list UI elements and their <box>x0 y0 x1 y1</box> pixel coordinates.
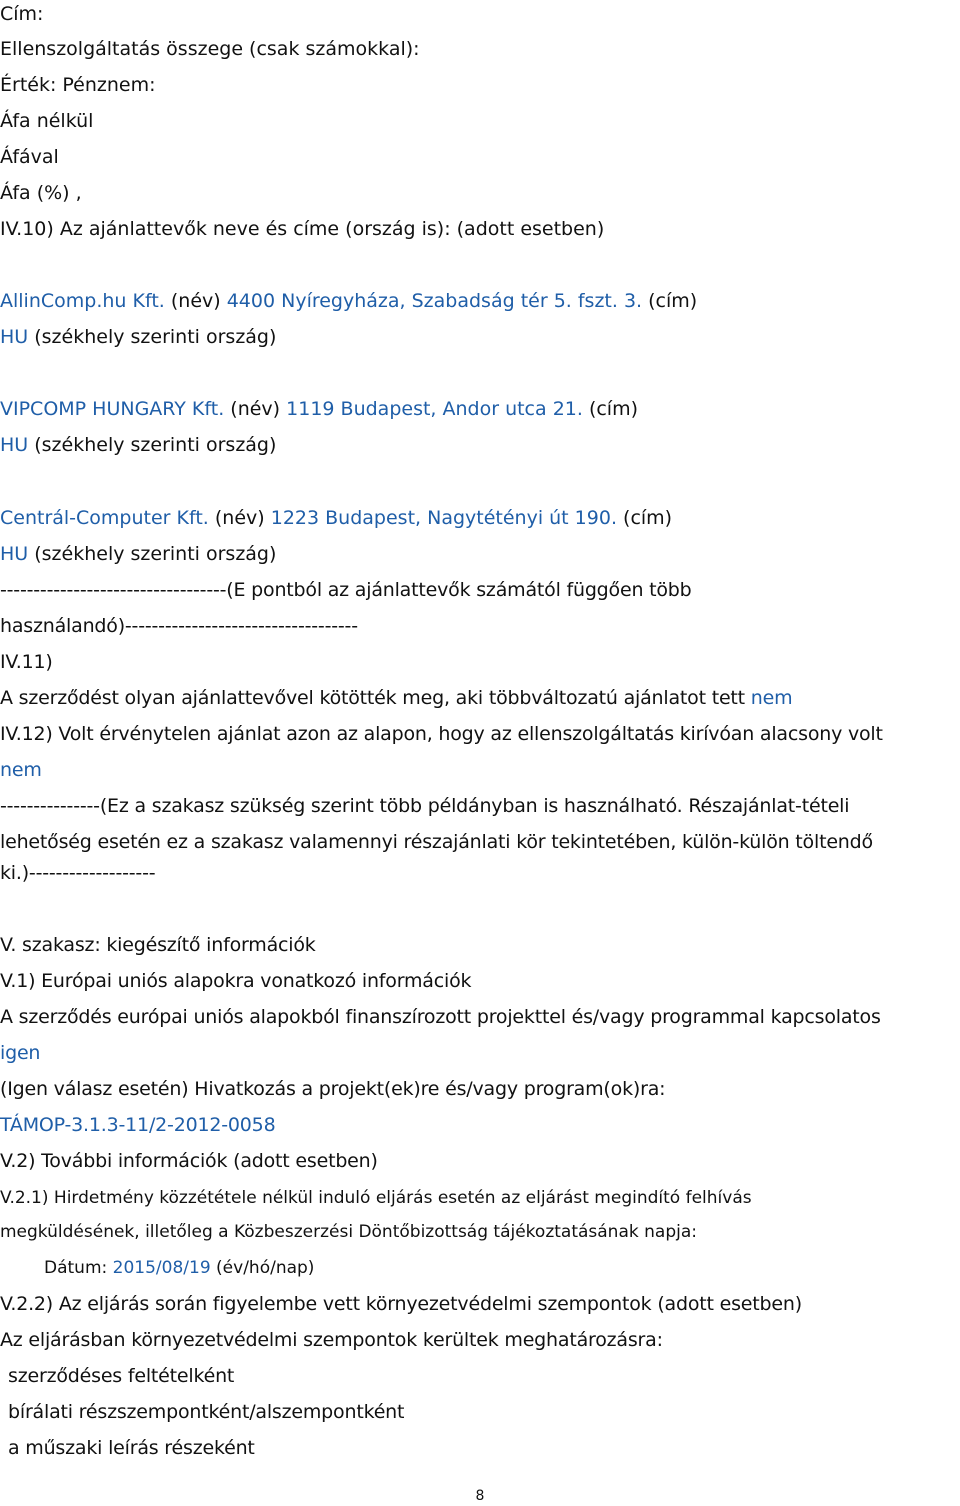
bidder-3-address: 1223 Budapest, Nagytétényi út 190. <box>270 507 617 529</box>
env-option-3: a műszaki leírás részeként <box>8 1437 255 1459</box>
ellenszolgaltatas-label: Ellenszolgáltatás összege (csak számokkal): <box>0 38 420 60</box>
date-format: (év/hó/nap) <box>216 1258 315 1278</box>
section-v1-reference-label: (Igen válasz esetén) Hivatkozás a projekt(ek)re és/vagy program(ok)ra: <box>0 1078 666 1100</box>
bidder-2-address-label: (cím) <box>588 398 639 420</box>
bidder-1-country-line <box>0 325 276 349</box>
section-iv12-answer: nem <box>0 759 42 781</box>
date-label: Dátum: <box>44 1258 108 1278</box>
bidder-3-name-label: (név) <box>214 507 265 529</box>
bidder-3-country: HU <box>0 543 29 565</box>
bidder-2-country-line <box>0 433 276 457</box>
bidder-1-name: AllinComp.hu Kft. <box>0 290 165 312</box>
bidder-1-name-label: (név) <box>170 290 221 312</box>
bidder-2-name: VIPCOMP HUNGARY Kft. <box>0 398 225 420</box>
section-v1-answer: igen <box>0 1042 41 1064</box>
section-iv10-heading: IV.10) Az ajánlattevők neve és címe (ország is): (adott esetben) <box>0 218 605 240</box>
bidder-3-country-line <box>0 542 276 566</box>
section-v21-text-1: V.2.1) Hirdetmény közzététele nélkül induló eljárás esetén az eljárást megindító felhívás <box>0 1188 752 1208</box>
bidder-2-country: HU <box>0 434 29 456</box>
bidder-2-name-label: (név) <box>230 398 281 420</box>
bidder-1-line <box>0 289 697 313</box>
section-iv11-heading: IV.11) <box>0 651 53 673</box>
date-line <box>44 1256 314 1280</box>
afaval-label: Áfával <box>0 146 59 168</box>
page-number: 8 <box>475 1488 485 1504</box>
bidder-2-country-label: (székhely szerinti ország) <box>34 434 277 456</box>
section-v1-heading: V.1) Európai uniós alapokra vonatkozó információk <box>0 970 472 992</box>
separator-line-1: ----------------------------------(E pontból az ajánlattevők számától függően több <box>0 579 692 601</box>
env-option-1: szerződéses feltételként <box>8 1365 235 1387</box>
separator-line-3: ---------------(Ez a szakasz szükség szerint több példányban is használható. Részajánlat-tételi <box>0 795 850 817</box>
afa-nelkul-label: Áfa nélkül <box>0 110 94 132</box>
section-v21-text-2: megküldésének, illetőleg a Közbeszerzési Döntőbizottság tájékoztatásának napja: <box>0 1222 697 1242</box>
date-value: 2015/08/19 <box>112 1258 211 1278</box>
bidder-3-address-label: (cím) <box>623 507 673 529</box>
bidder-3-name: Centrál-Computer Kft. <box>0 507 209 529</box>
bidder-1-address-label: (cím) <box>648 290 698 312</box>
section-v22-heading: V.2.2) Az eljárás során figyelembe vett környezetvédelmi szempontok (adott esetben) <box>0 1293 802 1315</box>
bidder-3-country-label: (székhely szerinti ország) <box>34 543 277 565</box>
env-option-2: bírálati részszempontként/alszempontként <box>8 1401 405 1423</box>
section-iv11-text: A szerződést olyan ajánlattevővel kötötték meg, aki többváltozatú ajánlatot tett <box>0 687 745 709</box>
bidder-1-address: 4400 Nyíregyháza, Szabadság tér 5. fszt. 3. <box>226 290 643 312</box>
separator-line-4: lehetőség esetén ez a szakasz valamennyi részajánlati kör tekintetében, külön-külön töltendő <box>0 831 873 853</box>
cim-label: Cím: <box>0 3 44 25</box>
section-iv12-text: IV.12) Volt érvénytelen ajánlat azon az alapon, hogy az ellenszolgáltatás kirívóan alacsony volt <box>0 723 883 745</box>
separator-line-2: használandó)----------------------------------- <box>0 615 358 637</box>
bidder-2-line <box>0 397 638 421</box>
bidder-1-country: HU <box>0 326 29 348</box>
section-v1-text: A szerződés európai uniós alapokból finanszírozott projekttel és/vagy programmal kapcsolatos <box>0 1006 881 1028</box>
section-v22-text: Az eljárásban környezetvédelmi szempontok kerültek meghatározásra: <box>0 1329 663 1351</box>
section-v-heading: V. szakasz: kiegészítő információk <box>0 934 316 956</box>
afa-percent-label: Áfa (%) , <box>0 182 82 204</box>
section-v2-heading: V.2) További információk (adott esetben) <box>0 1150 378 1172</box>
section-iv11-line <box>0 686 792 710</box>
ertek-label: Érték: Pénznem: <box>0 74 156 96</box>
separator-line-5: ki.)------------------- <box>0 862 156 884</box>
bidder-2-address: 1119 Budapest, Andor utca 21. <box>286 398 583 420</box>
bidder-3-line <box>0 506 672 530</box>
bidder-1-country-label: (székhely szerinti ország) <box>34 326 277 348</box>
section-v1-reference-value: TÁMOP-3.1.3-11/2-2012-0058 <box>0 1114 276 1136</box>
section-iv11-answer: nem <box>750 687 793 709</box>
